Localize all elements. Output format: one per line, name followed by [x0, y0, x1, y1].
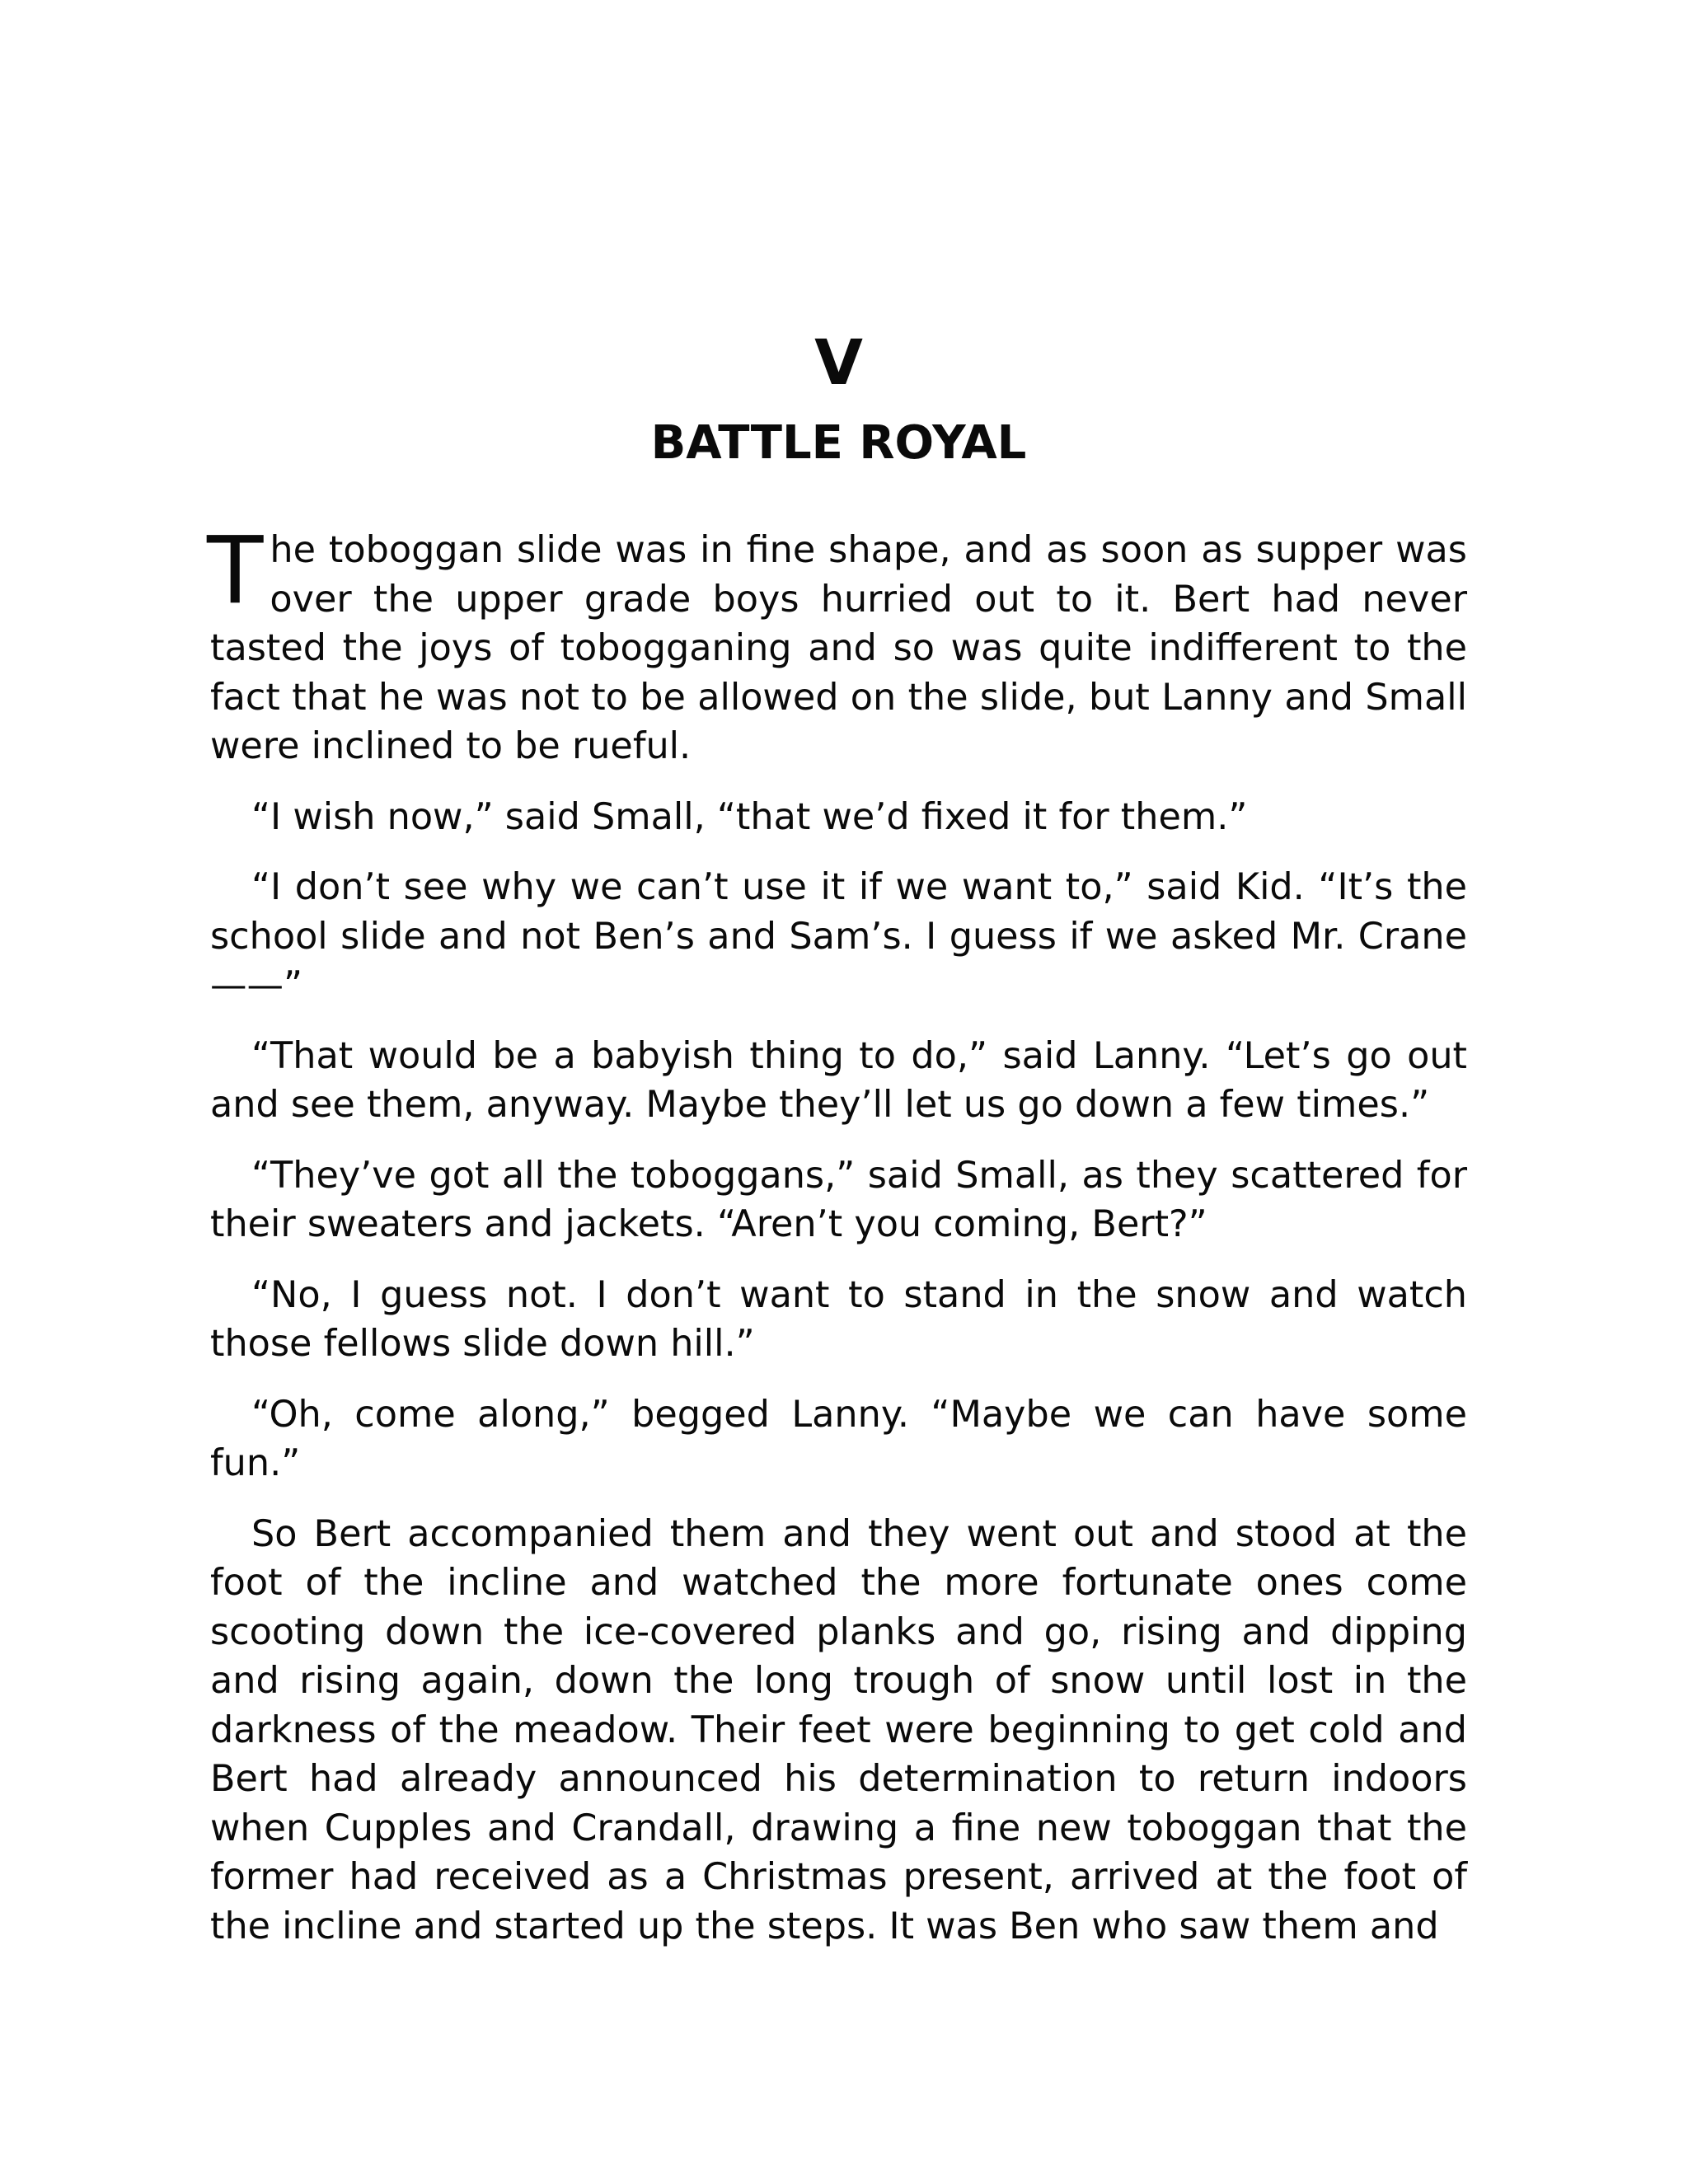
paragraph-5: “They’ve got all the toboggans,” said Small, as they scattered for their sweaters and jackets. “Aren’t you coming, Bert?”	[210, 1154, 1467, 1245]
paragraph-1-text: he toboggan slide was in fine shape, and as soon as supper was over the upper grade boys hurried out to it. Bert had never tasted the joys of tobogganing and so was quite indifferent to the fact that he was not to be allowed on the slide, but Lanny and Small were inclined to be rueful.	[210, 529, 1467, 767]
paragraph-2: “I wish now,” said Small, “that we’d fixed it for them.”	[251, 795, 1248, 838]
paragraph-6: “No, I guess not. I don’t want to stand in the snow and watch those fellows slide down hill.”	[210, 1273, 1467, 1365]
paragraph-4: “That would be a babyish thing to do,” said Lanny. “Let’s go out and see them, anyway. Maybe they’ll let us go down a few times.”	[210, 1034, 1467, 1126]
paragraph-7: “Oh, come along,” begged Lanny. “Maybe we can have some fun.”	[210, 1393, 1467, 1484]
chapter-title: BATTLE ROYAL	[650, 416, 1027, 470]
paragraph-3: “I don’t see why we can’t use it if we want to,” said Kid. “It’s the school slide and not Ben’s and Sam’s. I guess if we asked Mr. Crane ——”	[210, 866, 1467, 1006]
paragraph-1	[207, 518, 1467, 771]
paragraph-8: So Bert accompanied them and they went out and stood at the foot of the incline and watched the more fortunate ones come scooting down the ice-covered planks and go, rising and dipping and rising again, down the long trough of snow until lost in the darkness of the meadow. Their feet were beginning to get cold and Bert had already announced his determination to return indoors when Cupples and Crandall, drawing a fine new toboggan that the former had received as a Christmas present, arrived at the foot of the incline and started up the steps. It was Ben who saw them and	[210, 1512, 1467, 1947]
chapter-number: V	[814, 326, 863, 399]
book-page	[207, 321, 1467, 1972]
drop-cap: T	[207, 518, 264, 625]
chapter-body	[207, 518, 1467, 1951]
